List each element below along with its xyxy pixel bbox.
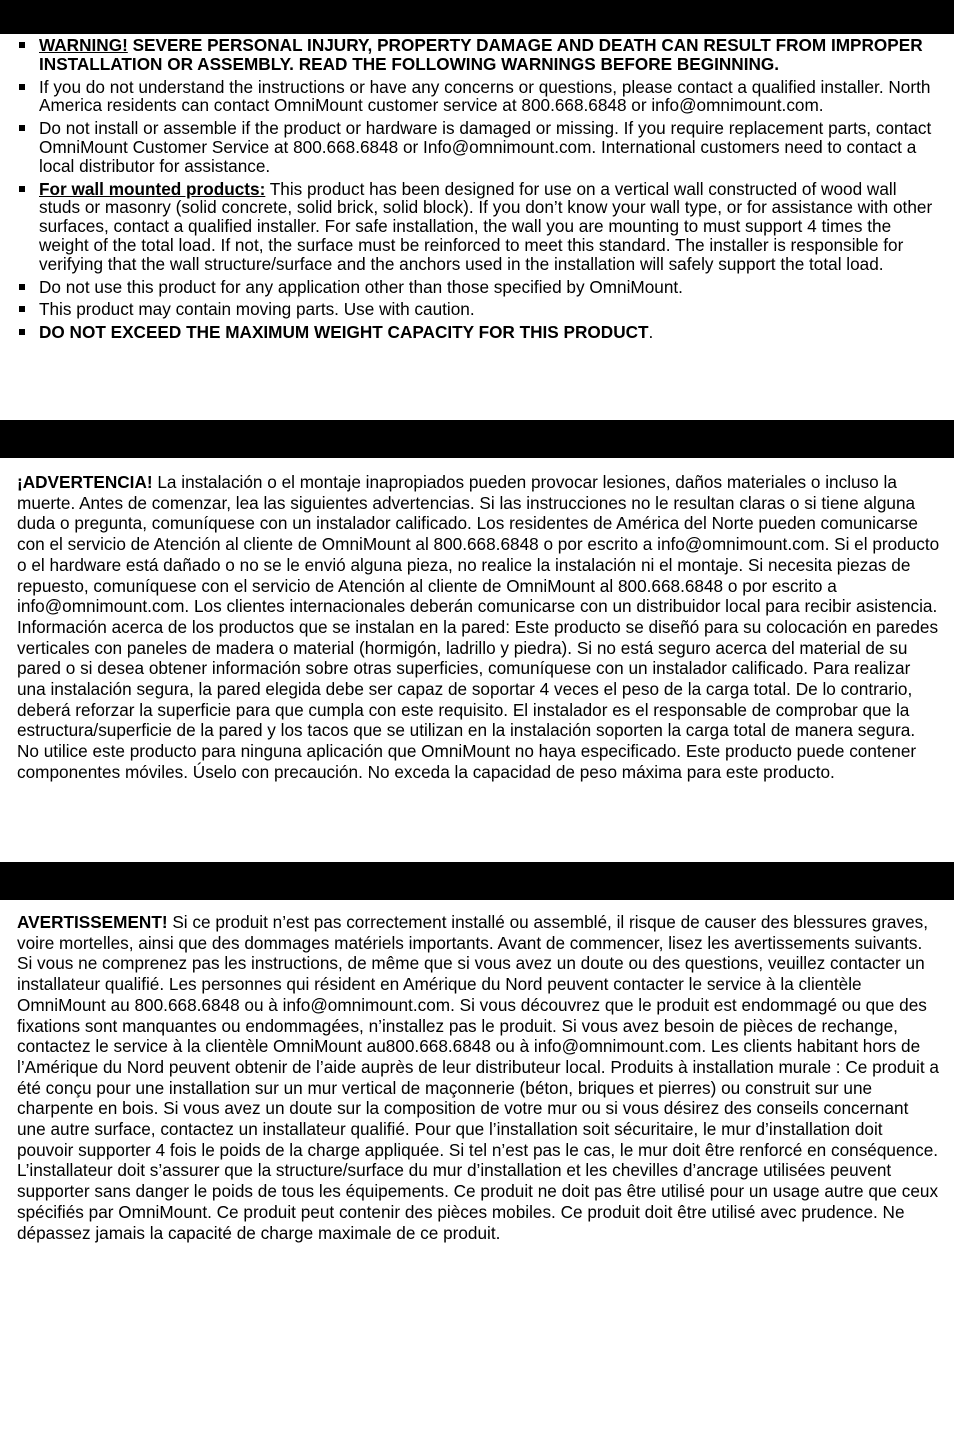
warning-item: [16, 119, 940, 175]
warning-text: This product may contain moving parts. Use with caution.: [39, 299, 475, 320]
square-bullet-icon: [19, 306, 25, 312]
warning-text: .: [648, 322, 654, 343]
square-bullet-icon: [19, 186, 25, 192]
warning-text: Do not use this product for any application other than those specified by OmniMount.: [39, 276, 683, 297]
warning-text: Do not install or assemble if the product or hardware is damaged or missing. If you require replacement parts, contact OmniMount Customer Service at 800.668.6848 or Info@omnimount.com. International customers need to contact a local distributor for assistance.: [39, 118, 932, 176]
french-warning-paragraph: [17, 912, 941, 1243]
warning-item: [16, 300, 940, 319]
english-warning-list: [16, 36, 940, 346]
warning-item: [16, 323, 940, 342]
square-bullet-icon: [19, 284, 25, 290]
square-bullet-icon: [19, 84, 25, 90]
square-bullet-icon: [19, 125, 25, 131]
spanish-warning-text: La instalación o el montaje inapropiados pueden provocar lesiones, daños materiales o incluso la muerte. Antes de comenzar, lea las siguientes advertencias. Si las instrucciones no le resultan claras o si tiene alguna duda o pregunta, comuníquese con un instalador calificado. Los residentes de América del Norte pueden comunicarse con el servicio de Atención al cliente de OmniMount al 800.668.6848 o por escrito a info@omnimount.com. Si el producto o el hardware está dañado o no se le envió alguna pieza, no realice la instalación ni el montaje. Si necesita piezas de repuesto, comuníquese con el servicio de Atención al cliente de OmniMount al 800.668.6848 o por escrito a info@omnimount.com. Los clientes internacionales deberán comunicarse con un distribuidor local para recibir asistencia. Información acerca de los productos que se instalan en la pared: Este producto se diseñó para su colocación en paredes verticales con paneles de madera o material (hormigón, ladrillo y piedra). Si no está seguro acerca del material de su pared o si desea obtener información sobre otras superficies, comuníquese con un instalador calificado. Para realizar una instalación segura, la pared elegida debe ser capaz de soportar 4 veces el peso de la carga total. De lo contrario, deberá reforzar la superficie para que cumpla con este requisito. El instalador es el responsable de comprobar que la estructura/superficie de la pared y los tacos que se utilizan en la instalación soporten la carga total de manera segura. No utilice este producto para ninguna aplicación que OmniMount no haya especificado. Este producto puede contener componentes móviles. Úselo con precaución. No exceda la capacidad de peso máxima para este producto.: [17, 472, 940, 782]
spanish-warning-paragraph: [17, 472, 941, 783]
warning-text: SEVERE PERSONAL INJURY, PROPERTY DAMAGE AND DEATH CAN RESULT FROM IMPROPER INSTALLATION OR ASSEMBLY. READ THE FOLLOWING WARNINGS BEFORE BEGINNING.: [39, 35, 923, 74]
french-warning-text: Si ce produit n’est pas correctement installé ou assemblé, il risque de causer des blessures graves, voire mortelles, ainsi que des dommages matériels importants. Avant de commencer, lisez les avertissements suivants. Si vous ne comprenez pas les instructions, de même que si vous avez un doute ou des questions, veuillez contacter un installateur qualifié. Les personnes qui résident en Amérique du Nord peuvent contacter le service à la clientèle OmniMount au 800.668.6848 ou à info@omnimount.com. Si vous découvrez que le produit est endommagé ou que des fixations sont manquantes ou endommagées, n’installez pas le produit. Si vous avez besoin de pièces de rechange, contactez le service à la clientèle OmniMount au800.668.6848 ou à info@omnimount.com. Les clients habitant hors de l’Amérique du Nord peuvent obtenir de l’aide auprès de leur distributeur local. Produits à installation murale : Ce produit a été conçu pour une installation sur un mur vertical de maçonnerie (béton, briques et pierres) ou construit sur une charpente en bois. Si vous avez un doute sur la composition de votre mur ou si vous désirez des conseils concernant une autre surface, contactez un installateur qualifié. Pour que l’installation soit sécuritaire, le mur d’installation doit pouvoir supporter 4 fois le poids de la charge appliquée. Si tel n’est pas le cas, le mur doit être renforcé en conséquence. L’installateur doit s’assurer que la structure/surface du mur d’installation et les chevilles d’ancrage utilisées peuvent supporter sans danger le poids de tous les équipements. Ce produit ne doit pas être utilisé pour un usage autre que ceux spécifiés par OmniMount. Ce produit peut contenir des pièces mobiles. Ce produit doit être utilisé avec prudence. Ne dépassez jamais la capacité de charge maximale de ce produit.: [17, 912, 939, 1243]
spanish-warning-label: ¡ADVERTENCIA!: [17, 472, 153, 492]
square-bullet-icon: [19, 329, 25, 335]
warning-label: WARNING!: [39, 35, 128, 55]
french-warning-label: AVERTISSEMENT!: [17, 912, 168, 932]
header-bar-french: [0, 862, 954, 900]
square-bullet-icon: [19, 42, 25, 48]
warning-text: If you do not understand the instructions or have any concerns or questions, please contact a qualified installer. North America residents can contact OmniMount customer service at 800.668.6848 or info@omnimount.com.: [39, 76, 931, 116]
warning-item: [16, 180, 940, 274]
header-bar-english: [0, 0, 954, 34]
max-weight-warning: DO NOT EXCEED THE MAXIMUM WEIGHT CAPACITY FOR THIS PRODUCT: [39, 322, 649, 343]
warning-text: This product has been designed for use on a vertical wall constructed of wood wall studs or masonry (solid concrete, solid brick, solid block). If you don’t know your wall type, or for assistance with other surfaces, contact a qualified installer. For safe installation, the wall you are mounting to must support 4 times the weight of the total load. If not, the surface must be reinforced to meet this standard. The installer is responsible for verifying that the wall structure/surface and the anchors used in the installation will safely support the total load.: [39, 178, 933, 274]
wall-mounted-label: For wall mounted products:: [39, 178, 266, 199]
warning-item: [16, 36, 940, 74]
header-bar-spanish: [0, 420, 954, 458]
warning-item: [16, 78, 940, 116]
warning-item: [16, 278, 940, 297]
